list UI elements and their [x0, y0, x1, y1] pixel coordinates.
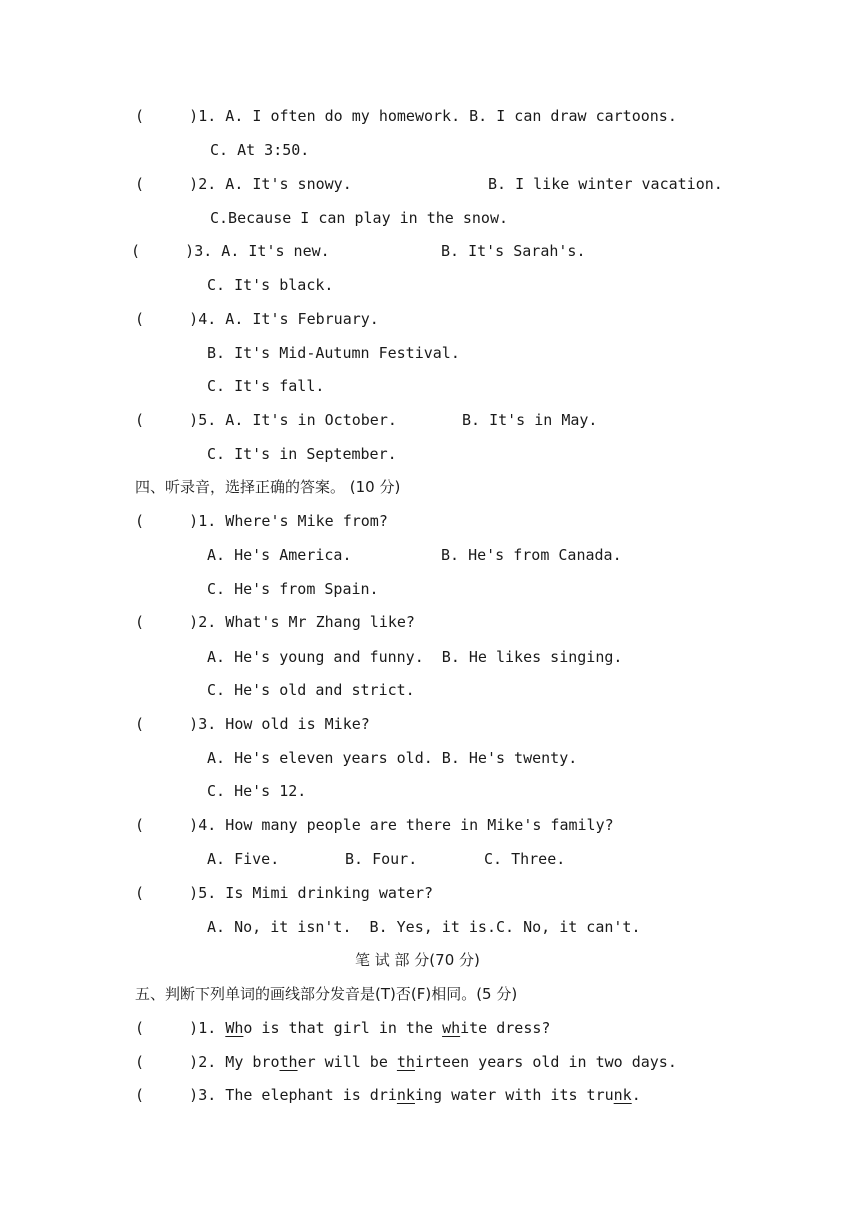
q4-3-options-ab: A. He's eleven years old. B. He's twenty.	[207, 749, 578, 767]
q4-5-line: ( )5. Is Mimi drinking water?	[135, 884, 434, 902]
q3-2-option-b: B. I like winter vacation.	[488, 175, 723, 193]
q5-1-text-c: ite dress?	[460, 1019, 551, 1037]
q3-5-option-b: B. It's in May.	[462, 411, 598, 429]
q4-1-option-b: B. He's from Canada.	[441, 546, 622, 564]
q5-3-line	[135, 1085, 641, 1105]
q4-2-line: ( )2. What's Mr Zhang like?	[135, 613, 415, 631]
q5-2-line	[135, 1052, 677, 1072]
q5-1-underlined-2: wh	[442, 1019, 461, 1037]
written-section-title: 笔 试 部 分(70 分)	[355, 951, 480, 969]
q4-5-options: A. No, it isn't. B. Yes, it is.C. No, it can't.	[207, 918, 641, 936]
section-5-heading: 五、判断下列单词的画线部分发音是(T)否(F)相同。(5 分)	[135, 985, 518, 1003]
q5-2-text-b: er will be	[297, 1053, 397, 1071]
q3-5-option-c: C. It's in September.	[207, 445, 397, 463]
q3-3-line: ( )3. A. It's new.	[131, 242, 330, 260]
q5-3-underlined-2: nk	[613, 1086, 632, 1104]
q3-5-line: ( )5. A. It's in October.	[135, 411, 397, 429]
q4-1-line: ( )1. Where's Mike from?	[135, 512, 388, 530]
q3-2-option-c: C.Because I can play in the snow.	[210, 209, 509, 227]
q3-2-line: ( )2. A. It's snowy.	[135, 175, 352, 193]
q3-3-option-b: B. It's Sarah's.	[441, 242, 586, 260]
q5-1-text-a: ( )1.	[135, 1019, 226, 1037]
q5-2-underlined-2: th	[396, 1053, 415, 1071]
q4-4-line: ( )4. How many people are there in Mike's family?	[135, 816, 614, 834]
q4-2-options-ab: A. He's young and funny. B. He likes singing.	[207, 648, 623, 666]
q4-4-option-a: A. Five.	[207, 850, 280, 868]
q3-1-line: ( )1. A. I often do my homework. B. I can draw cartoons.	[135, 107, 677, 125]
q5-3-text-b: ing water with its tru	[414, 1086, 614, 1104]
q5-3-text-a: ( )3. The elephant is dri	[135, 1086, 397, 1104]
q5-2-text-c: irteen years old in two days.	[414, 1053, 677, 1071]
q4-4-option-b: B. Four.	[345, 850, 418, 868]
section-4-heading: 四、听录音，选择正确的答案。 (10 分)	[135, 478, 401, 496]
q4-2-option-c: C. He's old and strict.	[207, 681, 415, 699]
q3-4-line: ( )4. A. It's February.	[135, 310, 379, 328]
q4-1-option-c: C. He's from Spain.	[207, 580, 379, 598]
q5-2-text-a: ( )2. My bro	[135, 1053, 280, 1071]
q5-1-line	[135, 1018, 550, 1038]
q5-1-text-b: o is that girl in the	[243, 1019, 443, 1037]
q4-3-option-c: C. He's 12.	[207, 782, 307, 800]
q5-2-underlined-1: th	[279, 1053, 298, 1071]
q3-4-option-b: B. It's Mid-Autumn Festival.	[207, 344, 460, 362]
q5-3-underlined-1: nk	[396, 1086, 415, 1104]
q3-4-option-c: C. It's fall.	[207, 377, 325, 395]
q4-3-line: ( )3. How old is Mike?	[135, 715, 370, 733]
q4-1-option-a: A. He's America.	[207, 546, 352, 564]
q3-1-option-c: C. At 3:50.	[210, 141, 310, 159]
q5-1-underlined-1: Wh	[225, 1019, 244, 1037]
q3-3-option-c: C. It's black.	[207, 276, 334, 294]
q5-3-text-c: .	[631, 1086, 641, 1104]
q4-4-option-c: C. Three.	[484, 850, 566, 868]
